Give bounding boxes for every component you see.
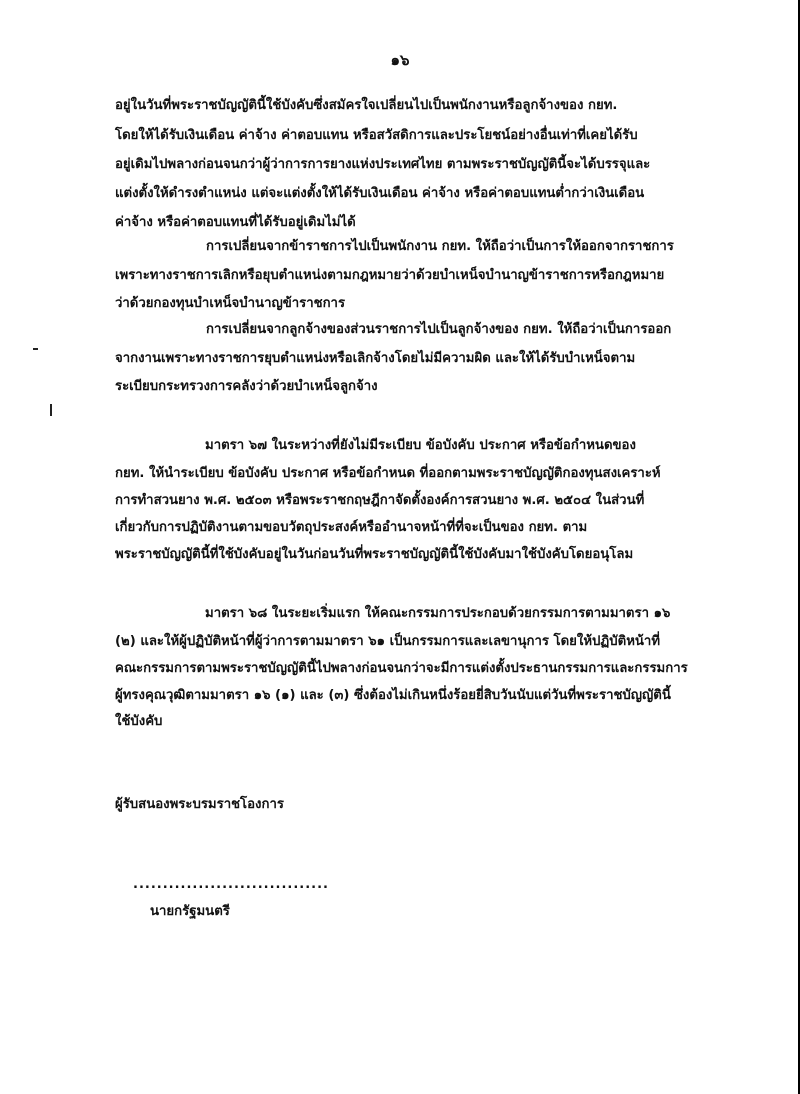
para3-line-2: จากงานเพราะทางราชการยุบตำแหน่งหรือเลิกจ้างโดยไม่มีความผิด และให้ได้รับบำเหน็จตาม	[115, 351, 636, 366]
para1-line-5: ค่าจ้าง หรือค่าตอบแทนที่ได้รับอยู่เดิมไม่ได้	[115, 215, 356, 230]
section68-line-3: คณะกรรมการตามพระราชบัญญัตินี้ไปพลางก่อนจนกว่าจะมีการแต่งตั้งประธานกรรมการและกรรมการ	[115, 661, 688, 676]
section67-line-2: กยท. ให้นำระเบียบ ข้อบังคับ ประกาศ หรือข้อกำหนด ที่ออกตามพระราชบัญญัติกองทุนสงเคราะห์	[115, 466, 661, 481]
para2-line-2: เพราะทางราชการเลิกหรือยุบตำแหน่งตามกฎหมายว่าด้วยบำเหน็จบำนาญข้าราชการหรือกฎหมาย	[115, 268, 665, 283]
section67-line-5: พระราชบัญญัตินี้ที่ใช้บังคับอยู่ในวันก่อนวันที่พระราชบัญญัตินี้ใช้บังคับมาใช้บังคับโดยอนุโลม	[115, 547, 634, 562]
para3-line-3: ระเบียบกระทรวงการคลังว่าด้วยบำเหน็จลูกจ้าง	[115, 379, 378, 394]
section68-line-2: (๒) และให้ผู้ปฏิบัติหน้าที่ผู้ว่าการตามมาตรา ๖๑ เป็นกรรมการและเลขานุการ โดยให้ปฏิบัติหน้าที่	[115, 634, 661, 649]
para1-line-4: แต่งตั้งให้ดำรงตำแหน่ง แต่จะแต่งตั้งให้ได้รับเงินเดือน ค่าจ้าง หรือค่าตอบแทนต่ำกว่าเงินเดือน	[115, 186, 645, 201]
section68-line-5: ใช้บังคับ	[115, 714, 163, 729]
para1-line-3: อยู่เดิมไปพลางก่อนจนกว่าผู้ว่าการการยางแห่งประเทศไทย ตามพระราชบัญญัตินี้จะได้บรรจุและ	[115, 157, 651, 172]
signature-line: .................................	[133, 877, 329, 892]
section67-line-3: การทำสวนยาง พ.ศ. ๒๕๐๓ หรือพระราชกฤษฎีกาจัดตั้งองค์การสวนยาง พ.ศ. ๒๕๐๔ ในส่วนที่	[115, 493, 645, 508]
section67-line-4: เกี่ยวกับการปฏิบัติงานตามขอบวัตถุประสงค์หรืออำนาจหน้าที่ที่จะเป็นของ กยท. ตาม	[115, 520, 588, 535]
para2-line-1: การเปลี่ยนจากข้าราชการไปเป็นพนักงาน กยท. ให้ถือว่าเป็นการให้ออกจากราชการ	[206, 239, 674, 254]
para2-line-3: ว่าด้วยกองทุนบำเหน็จบำนาญข้าราชการ	[115, 296, 346, 311]
section68-line-4: ผู้ทรงคุณวุฒิตามมาตรา ๑๖ (๑) และ (๓) ซึ่งต้องไม่เกินหนึ่งร้อยยี่สิบวันนับแต่วันที่พระราชบัญญัตินี้	[115, 688, 671, 703]
para1-line-1: อยู่ในวันที่พระราชบัญญัตินี้ใช้บังคับซึ่งสมัครใจเปลี่ยนไปเป็นพนักงานหรือลูกจ้างของ กยท.	[115, 98, 618, 113]
page-number: ๑๖	[390, 51, 410, 69]
countersign-label: ผู้รับสนองพระบรมราชโองการ	[115, 797, 284, 812]
scan-mark-bracket	[50, 404, 52, 416]
scan-mark-dash	[33, 348, 38, 350]
section68-line-1: มาตรา ๖๘ ในระยะเริ่มแรก ให้คณะกรรมการประกอบด้วยกรรมการตามมาตรา ๑๖	[205, 606, 671, 621]
signatory-title: นายกรัฐมนตรี	[150, 904, 230, 919]
para3-line-1: การเปลี่ยนจากลูกจ้างของส่วนราชการไปเป็นลูกจ้างของ กยท. ให้ถือว่าเป็นการออก	[206, 322, 672, 337]
section67-line-1: มาตรา ๖๗ ในระหว่างที่ยังไม่มีระเบียบ ข้อบังคับ ประกาศ หรือข้อกำหนดของ	[205, 438, 636, 453]
para1-line-2: โดยให้ได้รับเงินเดือน ค่าจ้าง ค่าตอบแทน หรือสวัสดิการและประโยชน์อย่างอื่นเท่าที่เคยได้รับ	[115, 128, 638, 143]
